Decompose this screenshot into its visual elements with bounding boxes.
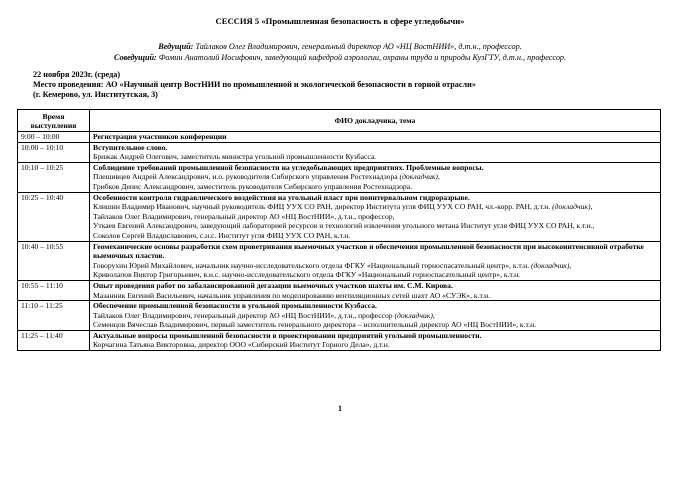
speaker-text: Семенцов Вячеслав Владимирович, первый заместитель генерального директора – исполнительный директор АО «НЦ ВостНИИ», к.т.н. [93,320,537,330]
co-label: Соведущий: [113,53,157,62]
speaker-text: Мазанник Евгений Васильевич, начальник управления по моделированию вентиляционных сетей шахт АО «СУЭК», к.т.н. [93,290,491,300]
lead-moderator [0,42,680,52]
talk-topic: Актуальные вопросы промышленной безопасности в проектировании предприятий угольной промышленности. [93,330,482,340]
speaker-role-note: (докладчик), [530,260,572,270]
speaker-text: Уткаев Евгений Александрович, заведующий лабораторией ресурсов и технологий извлечения угольного метана Институт угля ФИЦ УУХ СО РАН, к.т.н., [93,221,595,231]
session-title: СЕССИЯ 5 «Промышленная безопасность в сфере угледобычи» [215,16,465,26]
talk-topic: Особенности контроля гидравлического воздействия на угольный пласт при поинтервальном гидроразрыве. [93,192,470,202]
program-table [17,109,661,351]
topic-cell [90,162,661,192]
co-moderator [0,53,680,63]
topic-cell [90,330,661,350]
time-cell: 10:10 – 10:25 [18,162,90,192]
speaker-role-note: (докладчик), [552,202,593,212]
speaker-line [93,221,657,231]
table-row [18,241,661,280]
speaker-line [93,231,657,241]
table-header-row [18,110,661,132]
speaker-line [93,182,657,192]
page-number: 1 [338,404,342,413]
talk-topic: Геомеханические основы разработки схем проветривания выемочных участков и обеспечения промышленной безопасности при высокоинтенсивной отработке выемочных пластов. [93,241,644,261]
talk-topic: Регистрация участников конференции [93,132,227,141]
speaker-line [93,311,657,321]
speaker-role-note: (докладчик), [394,310,435,320]
time-cell: 9:00 – 10:00 [18,132,90,143]
speaker-line [93,270,657,280]
speaker-text: Клишин Владимир Иванович, научный руководитель ФИЦ УУХ СО РАН, директор Института угля ФИЦ УУХ СО РАН, чл.-корр. РАН, д.т.н. [93,202,553,212]
topic-cell [90,301,661,331]
topic-cell [90,142,661,162]
topic-cell [90,132,661,143]
talk-topic: Соблюдение требований промышленной безопасности на угледобывающих предприятиях. Проблемные вопросы. [93,162,484,172]
time-cell: 10:25 – 10:40 [18,192,90,241]
table-row [18,301,661,331]
co-text: Фомин Анатолий Иосифович, заведующий кафедрой аэрологии, охраны труда и природы КузГТУ, д.т.н., профессор. [158,53,567,62]
speaker-text: Плешивцев Андрей Александрович, и.о. руководителя Сибирского управления Ростехнадзора [93,172,400,182]
speaker-text: Тайлаков Олег Владимирович, генеральный директор АО «НЦ ВостНИИ», д.т.н., профессор, [93,211,395,221]
table-row [18,142,661,162]
time-cell: 10:55 – 11:10 [18,280,90,300]
table-row [18,192,661,241]
speaker-line [93,172,657,182]
time-cell: 11:10 – 11:25 [18,301,90,331]
speaker-text: Говорухин Юрий Михайлович, начальник научно-исследовательского отдела ФГКУ «Национальный горноспасательный центр», к.т.н. [93,260,531,270]
event-address: (г. Кемерово, ул. Институтская, 3) [33,90,158,99]
topic-cell [90,280,661,300]
lead-label: Ведущий: [158,42,194,51]
speaker-text: Грибков Денис Александрович, заместитель руководителя Сибирского управления Ростехнадзора. [93,181,412,191]
talk-topic: Обеспечение промышленной безопасности в угольной промышленности Кузбасса. [93,301,377,311]
speaker-line [93,261,657,271]
speaker-line [93,212,657,222]
talk-topic: Вступительное слово. [93,142,168,152]
speaker-text: Криволапов Виктор Григорьевич, в.н.с. научно-исследовательского отдела ФГКУ «Национальный горноспасательный центр», к.т.н. [93,270,521,280]
table-row [18,280,661,300]
speaker-text: Брижак Андрей Олегович, заместитель министра угольной промышленности Кузбасса. [93,152,377,162]
topic-cell [90,192,661,241]
speaker-line [93,320,657,330]
table-row [18,162,661,192]
speaker-line [93,202,657,212]
speaker-line [93,291,657,301]
lead-text: Тайлаков Олег Владимирович, генеральный директор АО «НЦ ВостНИИ», д.т.н., профессор. [195,42,522,51]
table-row [18,330,661,350]
speaker-role-note: (докладчик), [399,172,440,182]
time-cell: 10:00 – 10:10 [18,142,90,162]
speaker-text: Соколов Сергей Владиславович, с.н.с. Институт угля ФИЦ УУХ СО РАН, к.т.н. [93,230,351,240]
time-cell: 11:25 – 11:40 [18,330,90,350]
table-row [18,132,661,143]
speaker-line [93,152,657,162]
topic-cell [90,241,661,280]
time-cell: 10:40 – 10:55 [18,241,90,280]
header-topic: ФИО докладчика, тема [90,110,661,132]
speaker-text: Тайлаков Олег Владимирович, генеральный директор АО «НЦ ВостНИИ», д.т.н., профессор [93,310,395,320]
event-date: 22 ноября 2023г. (среда) [33,70,121,79]
event-venue: Место проведения: АО «Научный центр ВостНИИ по промышленной и экологической безопасности в горной отрасли» [33,80,476,89]
speaker-text: Корчагина Татьяна Викторовна, директор ООО «Сибирский Институт Горного Дела», д.т.н. [93,340,390,350]
talk-topic: Опыт проведения работ по забалансированной дегазации выемочных участков шахты им. С.М. Кирова. [93,280,453,290]
header-time: Время выступления [18,110,90,132]
speaker-line [93,340,657,350]
